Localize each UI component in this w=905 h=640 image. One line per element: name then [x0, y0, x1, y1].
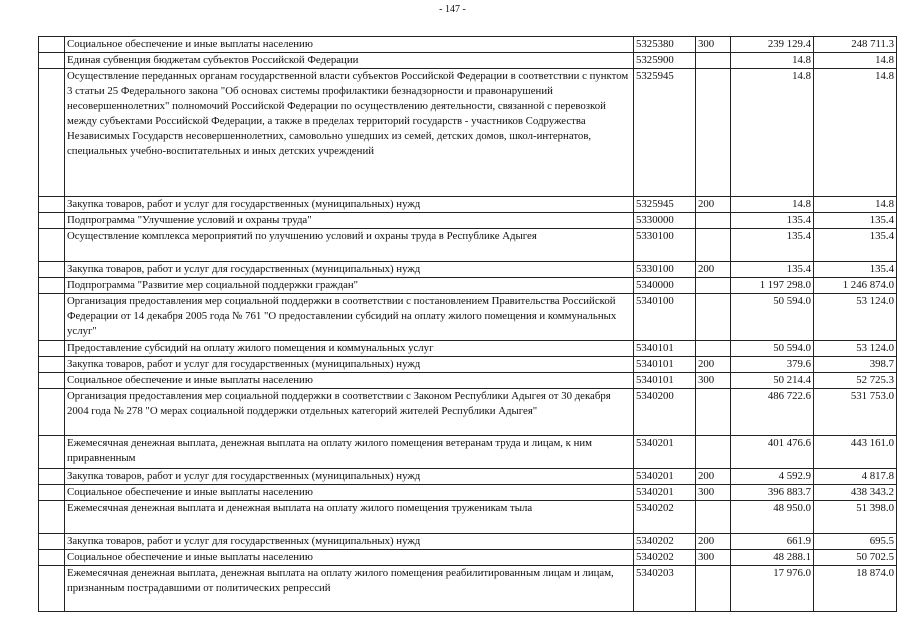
row-kvr: 200	[696, 357, 731, 373]
row-value-2015: 695.5	[814, 534, 897, 550]
row-code: 5330100	[634, 229, 696, 262]
blank-cell	[39, 341, 65, 357]
row-name: Социальное обеспечение и иные выплаты населению	[65, 37, 634, 53]
table-row	[39, 37, 897, 53]
row-code: 5340200	[634, 389, 696, 436]
row-value-2014: 661.9	[731, 534, 814, 550]
row-value-2014: 50 214.4	[731, 373, 814, 389]
row-value-2014: 4 592.9	[731, 469, 814, 485]
table-row	[39, 534, 897, 550]
row-value-2015: 14.8	[814, 53, 897, 69]
row-name: Закупка товаров, работ и услуг для государственных (муниципальных) нужд	[65, 357, 634, 373]
row-code: 5340101	[634, 341, 696, 357]
row-code: 5340101	[634, 357, 696, 373]
table-row	[39, 262, 897, 278]
row-value-2015: 50 702.5	[814, 550, 897, 566]
blank-cell	[39, 485, 65, 501]
row-name: Социальное обеспечение и иные выплаты населению	[65, 485, 634, 501]
row-kvr: 300	[696, 550, 731, 566]
row-value-2014: 14.8	[731, 69, 814, 197]
blank-cell	[39, 278, 65, 294]
row-value-2014: 401 476.6	[731, 436, 814, 469]
blank-cell	[39, 501, 65, 534]
row-value-2015: 438 343.2	[814, 485, 897, 501]
table-row	[39, 485, 897, 501]
table-row	[39, 278, 897, 294]
row-kvr: 200	[696, 262, 731, 278]
blank-cell	[39, 294, 65, 341]
table-row	[39, 197, 897, 213]
row-value-2015: 14.8	[814, 197, 897, 213]
row-name: Закупка товаров, работ и услуг для государственных (муниципальных) нужд	[65, 197, 634, 213]
row-kvr	[696, 278, 731, 294]
row-value-2014: 486 722.6	[731, 389, 814, 436]
row-value-2015: 248 711.3	[814, 37, 897, 53]
row-code: 5325945	[634, 69, 696, 197]
row-value-2015: 135.4	[814, 262, 897, 278]
row-value-2015: 52 725.3	[814, 373, 897, 389]
row-code: 5340201	[634, 436, 696, 469]
row-name: Социальное обеспечение и иные выплаты населению	[65, 373, 634, 389]
row-value-2014: 17 976.0	[731, 566, 814, 612]
row-code: 5340000	[634, 278, 696, 294]
row-name: Организация предоставления мер социальной поддержки в соответствии с Законом Республики Адыгея от 30 декабря 2004 года № 278 "О мерах социальной поддержки отдельных категорий жителей Республики Адыгея"	[65, 389, 634, 436]
blank-cell	[39, 197, 65, 213]
row-kvr	[696, 341, 731, 357]
row-code: 5340202	[634, 534, 696, 550]
row-name: Ежемесячная денежная выплата, денежная выплата на оплату жилого помещения реабилитированным лицам и лицам, признанным пострадавшими от политических репрессий	[65, 566, 634, 612]
row-code: 5340202	[634, 550, 696, 566]
row-code: 5330000	[634, 213, 696, 229]
row-value-2015: 531 753.0	[814, 389, 897, 436]
row-value-2014: 14.8	[731, 197, 814, 213]
row-kvr: 200	[696, 469, 731, 485]
blank-cell	[39, 566, 65, 612]
row-name: Закупка товаров, работ и услуг для государственных (муниципальных) нужд	[65, 534, 634, 550]
blank-cell	[39, 262, 65, 278]
blank-cell	[39, 373, 65, 389]
row-value-2014: 48 950.0	[731, 501, 814, 534]
table-row	[39, 357, 897, 373]
row-value-2014: 135.4	[731, 213, 814, 229]
row-name: Закупка товаров, работ и услуг для государственных (муниципальных) нужд	[65, 262, 634, 278]
row-name: Предоставление субсидий на оплату жилого помещения и коммунальных услуг	[65, 341, 634, 357]
blank-cell	[39, 213, 65, 229]
row-name: Организация предоставления мер социальной поддержки в соответствии с постановлением Правительства Российской Федерации от 14 декабря 2005 года № 761 "О предоставлении субсидий на оплату жилого помещения и коммунальных услуг"	[65, 294, 634, 341]
row-kvr	[696, 501, 731, 534]
table-row	[39, 389, 897, 436]
blank-cell	[39, 69, 65, 197]
row-kvr: 300	[696, 485, 731, 501]
row-kvr	[696, 53, 731, 69]
blank-cell	[39, 436, 65, 469]
row-value-2014: 239 129.4	[731, 37, 814, 53]
row-value-2015: 18 874.0	[814, 566, 897, 612]
row-value-2015: 135.4	[814, 229, 897, 262]
row-value-2014: 379.6	[731, 357, 814, 373]
row-code: 5330100	[634, 262, 696, 278]
row-code: 5340201	[634, 485, 696, 501]
row-name: Закупка товаров, работ и услуг для государственных (муниципальных) нужд	[65, 469, 634, 485]
row-code: 5340101	[634, 373, 696, 389]
blank-cell	[39, 469, 65, 485]
row-name: Подпрограмма "Улучшение условий и охраны труда"	[65, 213, 634, 229]
blank-cell	[39, 534, 65, 550]
table-row	[39, 69, 897, 197]
table-row	[39, 294, 897, 341]
blank-cell	[39, 550, 65, 566]
table-row	[39, 469, 897, 485]
row-code: 5340100	[634, 294, 696, 341]
row-code: 5340201	[634, 469, 696, 485]
row-kvr	[696, 229, 731, 262]
row-value-2014: 396 883.7	[731, 485, 814, 501]
row-name: Социальное обеспечение и иные выплаты населению	[65, 550, 634, 566]
row-value-2015: 398.7	[814, 357, 897, 373]
row-kvr	[696, 389, 731, 436]
row-code: 5325945	[634, 197, 696, 213]
row-code: 5340202	[634, 501, 696, 534]
row-value-2015: 53 124.0	[814, 341, 897, 357]
row-kvr: 200	[696, 197, 731, 213]
row-value-2015: 51 398.0	[814, 501, 897, 534]
row-kvr	[696, 566, 731, 612]
row-value-2014: 1 197 298.0	[731, 278, 814, 294]
row-kvr	[696, 213, 731, 229]
blank-cell	[39, 389, 65, 436]
row-value-2014: 14.8	[731, 53, 814, 69]
table-row	[39, 436, 897, 469]
table-row	[39, 213, 897, 229]
row-value-2014: 135.4	[731, 229, 814, 262]
row-name: Осуществление комплекса мероприятий по улучшению условий и охраны труда в Республике Адыгея	[65, 229, 634, 262]
row-value-2015: 1 246 874.0	[814, 278, 897, 294]
row-name: Ежемесячная денежная выплата, денежная выплата на оплату жилого помещения ветеранам труда и лицам, к ним приравненным	[65, 436, 634, 469]
row-value-2015: 53 124.0	[814, 294, 897, 341]
row-kvr	[696, 436, 731, 469]
row-value-2015: 443 161.0	[814, 436, 897, 469]
row-kvr: 300	[696, 37, 731, 53]
row-value-2015: 14.8	[814, 69, 897, 197]
blank-cell	[39, 37, 65, 53]
row-name: Осуществление переданных органам государственной власти субъектов Российской Федерации в соответствии с пунктом 3 статьи 25 Федерального закона "Об основах системы профилактики безнадзорности и правонарушений несовершеннолетних" полномочий Российской Федерации по осуществлению деятельности, связанной с перевозкой между субъектами Российской Федерации, а также в пределах территорий государств - участников Содружества Независимых Государств несовершеннолетних, самовольно ушедших из семей, детских домов, школ-интернатов, специальных учебно-воспитательных и иных детских учреждений	[65, 69, 634, 197]
budget-table	[38, 36, 897, 612]
table-row	[39, 373, 897, 389]
blank-cell	[39, 53, 65, 69]
table-row	[39, 53, 897, 69]
row-value-2015: 135.4	[814, 213, 897, 229]
row-name: Подпрограмма "Развитие мер социальной поддержки граждан"	[65, 278, 634, 294]
row-name: Единая субвенция бюджетам субъектов Российской Федерации	[65, 53, 634, 69]
row-value-2014: 50 594.0	[731, 294, 814, 341]
row-value-2014: 50 594.0	[731, 341, 814, 357]
blank-cell	[39, 229, 65, 262]
table-row	[39, 341, 897, 357]
row-code: 5325380	[634, 37, 696, 53]
table-row	[39, 566, 897, 612]
table-row	[39, 229, 897, 262]
row-name: Ежемесячная денежная выплата и денежная выплата на оплату жилого помещения труженикам тыла	[65, 501, 634, 534]
table-row	[39, 550, 897, 566]
row-value-2014: 135.4	[731, 262, 814, 278]
row-kvr: 300	[696, 373, 731, 389]
row-kvr: 200	[696, 534, 731, 550]
row-code: 5340203	[634, 566, 696, 612]
row-kvr	[696, 69, 731, 197]
row-code: 5325900	[634, 53, 696, 69]
row-value-2015: 4 817.8	[814, 469, 897, 485]
blank-cell	[39, 357, 65, 373]
row-value-2014: 48 288.1	[731, 550, 814, 566]
page-number: - 147 -	[439, 4, 466, 15]
row-kvr	[696, 294, 731, 341]
table-row	[39, 501, 897, 534]
